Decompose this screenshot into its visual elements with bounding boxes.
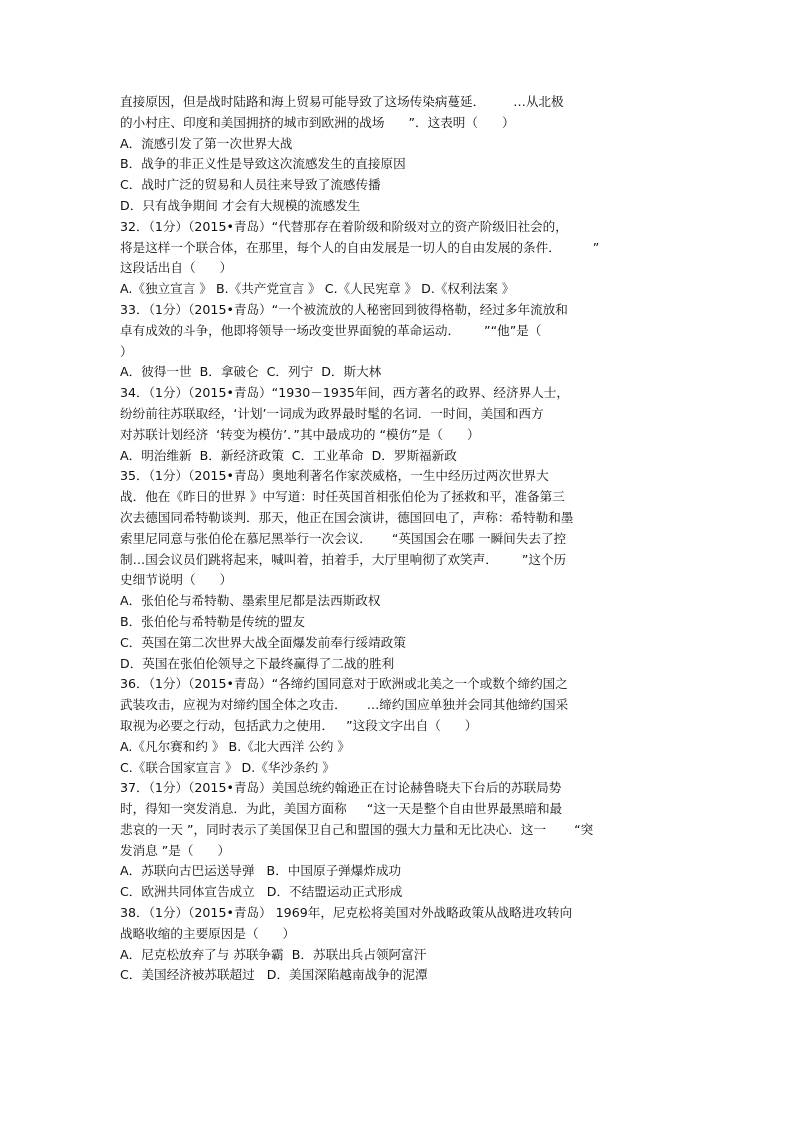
text-line: 次去德国同希特勒谈判．那天，他正在国会演讲，德国回电了，声称：希特勒和墨	[120, 509, 574, 525]
option-line: A．明治维新 B．新经济政策 C．工业革命 D．罗斯福新政	[120, 447, 457, 463]
question-38: 38．（1分）（2015•青岛） 1969年，尼克松将美国对外战略政策从战略进攻转向	[120, 905, 573, 921]
exam-text-block	[120, 92, 720, 986]
text-line: 史细节说明（ ）	[120, 572, 233, 588]
question-35: 35．（1分）（2015•青岛）奥地利著名作家茨威格，一生中经历过两次世界大	[120, 468, 549, 484]
text-line: 取视为必要之行动，包括武力之使用． ”这段文字出自（ ）	[120, 717, 478, 733]
text-line: 武装攻击，应视为对缔约国全体之攻击． …缔约国应单独并会同其他缔约国采	[120, 697, 569, 713]
text-line: 卓有成效的斗争，他即将领导一场改变世界面貌的革命运动． ”“他”是（	[120, 322, 542, 338]
text-line: 战略收缩的主要原因是（ ）	[120, 925, 296, 941]
option-line: C．英国在第二次世界大战全面爆发前奉行绥靖政策	[120, 634, 406, 650]
option-line: D．英国在张伯伦领导之下最终赢得了二战的胜利	[120, 655, 395, 671]
option-line: A.《凡尔赛和约 》 B.《北大西洋 公约 》	[120, 738, 350, 754]
option-line: A．张伯伦与希特勒、墨索里尼都是法西斯政权	[120, 593, 381, 609]
question-32: 32．（1分）（2015•青岛）“代替那存在着阶级和阶级对立的资产阶级旧社会的，	[120, 218, 568, 234]
text-line: 将是这样一个联合体，在那里，每个人的自由发展是一切人的自由发展的条件． ”	[120, 239, 600, 255]
text-line: 时，得知一突发消息．为此，美国方面称 “这一天是整个自由世界最黑暗和最	[120, 801, 563, 817]
option-line: A．苏联向古巴运送导弹 B．中国原子弹爆炸成功	[120, 863, 402, 879]
question-36: 36．（1分）（2015•青岛）“各缔约国同意对于欧洲或北美之一个或数个缔约国之	[120, 676, 568, 692]
text-line: 索里尼同意与张伯伦在慕尼黑举行一次会议． “英国国会在哪 一瞬间失去了控	[120, 530, 567, 546]
option-line: A．尼克松放弃了与 苏联争霸 B．苏联出兵占领阿富汗	[120, 946, 427, 962]
question-37: 37．（1分）（2015•青岛）美国总统约翰逊正在讨论赫鲁晓夫下台后的苏联局势	[120, 780, 562, 796]
option-line: A．流感引发了第一次世界大战	[120, 135, 293, 151]
option-line: B．张伯伦与希特勒是传统的盟友	[120, 613, 305, 629]
option-line: C.《联合国家宣言 》 D.《华沙条约 》	[120, 759, 335, 775]
text-line: 发消息 ”是（ ）	[120, 842, 231, 858]
question-34: 34．（1分）（2015•青岛）“1930－1935年间，西方著名的政界、经济界人士，	[120, 385, 569, 401]
option-line: C．美国经济被苏联超过 D．美国深陷越南战争的泥潭	[120, 967, 428, 983]
question-33: 33．（1分）（2015•青岛）“一个被流放的人秘密回到彼得格勒，经过多年流放和	[120, 301, 568, 317]
text-line: 纷纷前往苏联取经，‘计划’一词成为政界最时髦的名词．一时间，美国和西方	[120, 405, 544, 421]
option-line: C．战时广泛的贸易和人员往来导致了流感传播	[120, 177, 381, 193]
option-line: D．只有战争期间 才会有大规模的流感发生	[120, 197, 361, 213]
option-line: A.《独立宣言 》 B.《共产党宣言 》 C.《人民宪章 》 D.《权利法案 》	[120, 281, 515, 297]
text-line: 这段话出自（ ）	[120, 260, 233, 276]
text-line: 悲哀的一天 ”，同时表示了美国保卫自己和盟国的强大力量和无比决心．这一 “突	[120, 821, 594, 837]
text-line: 直接原因，但是战时陆路和海上贸易可能导致了这场传染病蔓延． …从北极	[120, 94, 564, 109]
text-line: 战．他在《昨日的世界 》中写道：时任英国首相张伯伦为了拯救和平，准备第三	[120, 489, 565, 505]
text-line: ）	[120, 343, 133, 359]
option-line: A．彼得一世 B．拿破仑 C．列宁 D．斯大林	[120, 364, 382, 380]
option-line: B．战争的非正义性是导致这次流感发生的直接原因	[120, 156, 406, 172]
text-line: 对苏联计划经济 ‘转变为模仿’．”其中最成功的 “模仿”是（ ）	[120, 426, 480, 442]
text-line: 制…国会议员们跳将起来，喊叫着，拍着手，大厅里响彻了欢笑声． ”这个历	[120, 551, 567, 567]
option-line: C．欧洲共同体宣告成立 D．不结盟运动正式形成	[120, 884, 403, 900]
text-line: 的小村庄、印度和美国拥挤的城市到欧洲的战场 ”．这表明（ ）	[120, 114, 515, 130]
